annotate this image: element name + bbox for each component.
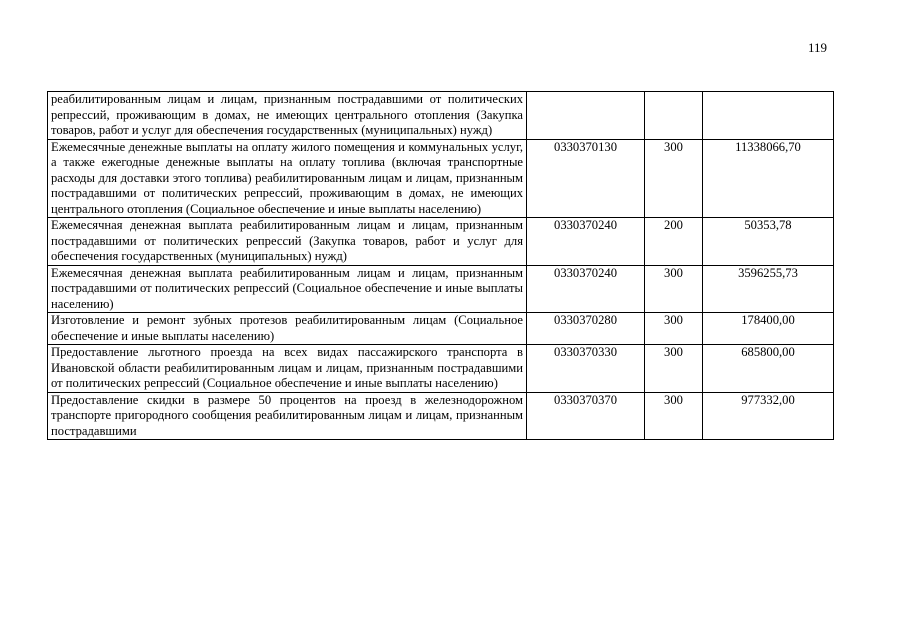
table-row: [48, 218, 834, 266]
row-description: Ежемесячная денежная выплата реабилитированным лицам и лицам, признанным пострадавшими от политических репрессий (Социальное обеспечение и иные выплаты населению): [48, 265, 527, 313]
row-expense-type: 300: [645, 345, 703, 393]
row-description: Предоставление льготного проезда на всех видах пассажирского транспорта в Ивановской области реабилитированным лицам и лицам, признанным пострадавшими от политических репрессий (Социальное обеспечение и иные выплаты населению): [48, 345, 527, 393]
row-description: Ежемесячные денежные выплаты на оплату жилого помещения и коммунальных услуг, а также ежегодные денежные выплаты на оплату топлива (включая транспортные расходы для доставки этого топлива) реабилитированным лицам и лицам, признанным пострадавшими от политических репрессий, проживающим в домах, не имеющих центрального отопления (Социальное обеспечение и иные выплаты населению): [48, 139, 527, 218]
row-expense-type: 300: [645, 313, 703, 345]
row-amount: 178400,00: [703, 313, 834, 345]
row-expense-type: 300: [645, 139, 703, 218]
table-row: [48, 392, 834, 440]
row-target-code: 0330370330: [527, 345, 645, 393]
row-description: Ежемесячная денежная выплата реабилитированным лицам и лицам, признанным пострадавшими от политических репрессий (Закупка товаров, работ и услуг для обеспечения государственных (муниципальных) нужд): [48, 218, 527, 266]
row-expense-type: [645, 92, 703, 140]
row-amount: 3596255,73: [703, 265, 834, 313]
row-target-code: 0330370370: [527, 392, 645, 440]
row-target-code: 0330370130: [527, 139, 645, 218]
table-row: [48, 265, 834, 313]
row-target-code: [527, 92, 645, 140]
row-description: Предоставление скидки в размере 50 процентов на проезд в железнодорожном транспорте пригородного сообщения реабилитированным лицам и лицам, признанным пострадавшими: [48, 392, 527, 440]
row-description: Изготовление и ремонт зубных протезов реабилитированным лицам (Социальное обеспечение и иные выплаты населению): [48, 313, 527, 345]
table-row: [48, 139, 834, 218]
table-row: [48, 313, 834, 345]
row-target-code: 0330370240: [527, 265, 645, 313]
row-amount: 977332,00: [703, 392, 834, 440]
row-target-code: 0330370280: [527, 313, 645, 345]
row-expense-type: 300: [645, 392, 703, 440]
budget-table: [47, 91, 834, 440]
row-amount: 50353,78: [703, 218, 834, 266]
page-number: 119: [808, 40, 828, 55]
table-row: [48, 345, 834, 393]
row-target-code: 0330370240: [527, 218, 645, 266]
row-amount: [703, 92, 834, 140]
row-expense-type: 300: [645, 265, 703, 313]
row-amount: 11338066,70: [703, 139, 834, 218]
row-description: реабилитированным лицам и лицам, признанным пострадавшими от политических репрессий, проживающим в домах, не имеющих центрального отопления (Закупка товаров, работ и услуг для обеспечения государственных (муниципальных) нужд): [48, 92, 527, 140]
table-row: [48, 92, 834, 140]
row-expense-type: 200: [645, 218, 703, 266]
row-amount: 685800,00: [703, 345, 834, 393]
